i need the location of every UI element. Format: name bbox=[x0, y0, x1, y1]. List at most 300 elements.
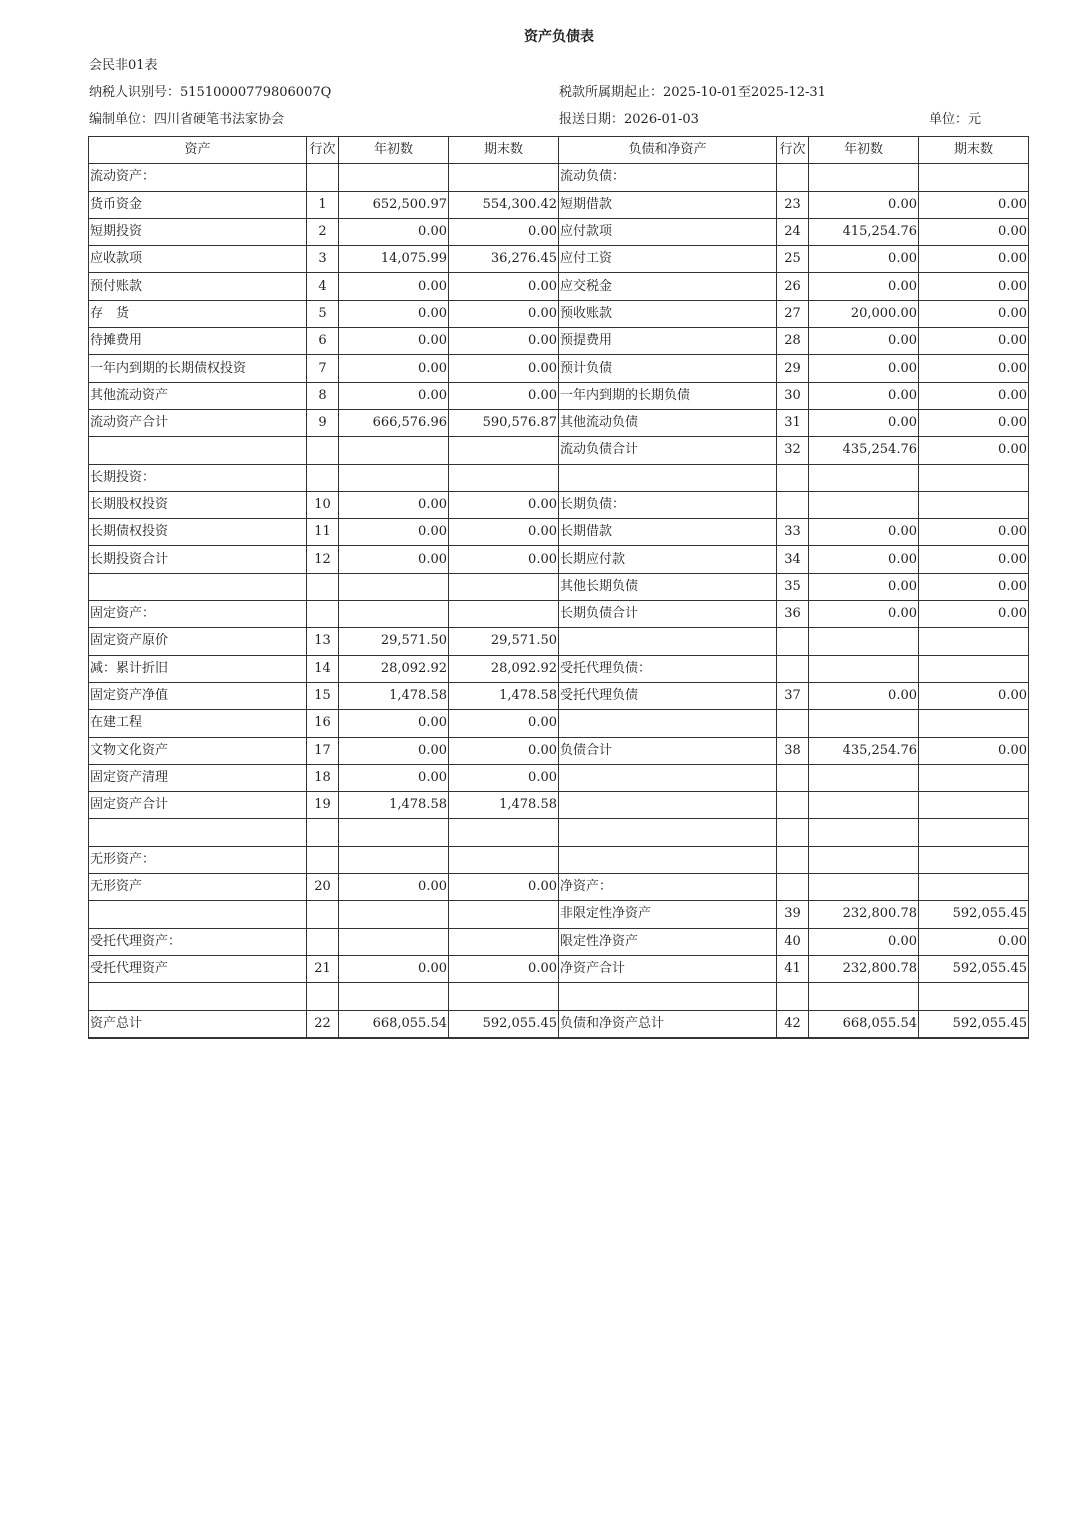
asset-ending bbox=[449, 464, 559, 491]
table-row bbox=[89, 819, 1029, 846]
preparing-organization: 编制单位：四川省硬笔书法家协会 bbox=[89, 112, 285, 127]
asset-beginning bbox=[339, 819, 449, 846]
liability-line-no: 42 bbox=[777, 1010, 809, 1038]
liability-line-no: 36 bbox=[777, 601, 809, 628]
asset-name: 固定资产清理 bbox=[89, 764, 307, 791]
asset-ending: 554,300.42 bbox=[449, 191, 559, 218]
liability-name: 非限定性净资产 bbox=[559, 901, 777, 928]
liability-ending bbox=[919, 874, 1029, 901]
asset-ending: 1,478.58 bbox=[449, 792, 559, 819]
asset-line-no bbox=[307, 464, 339, 491]
liability-beginning: 435,254.76 bbox=[809, 737, 919, 764]
asset-name bbox=[89, 983, 307, 1010]
liability-beginning: 0.00 bbox=[809, 328, 919, 355]
liability-name: 受托代理负债： bbox=[559, 655, 777, 682]
asset-name: 其他流动资产 bbox=[89, 382, 307, 409]
table-row bbox=[89, 874, 1029, 901]
liability-ending: 0.00 bbox=[919, 519, 1029, 546]
asset-name: 长期投资合计 bbox=[89, 546, 307, 573]
liability-name: 应交税金 bbox=[559, 273, 777, 300]
liability-beginning bbox=[809, 491, 919, 518]
asset-name: 固定资产合计 bbox=[89, 792, 307, 819]
currency-unit: 单位：元 bbox=[929, 112, 982, 127]
asset-beginning bbox=[339, 928, 449, 955]
liability-ending: 0.00 bbox=[919, 218, 1029, 245]
table-row bbox=[89, 246, 1029, 273]
liability-beginning: 20,000.00 bbox=[809, 300, 919, 327]
asset-line-no: 10 bbox=[307, 491, 339, 518]
liability-ending bbox=[919, 628, 1029, 655]
liability-beginning bbox=[809, 846, 919, 873]
asset-ending: 0.00 bbox=[449, 519, 559, 546]
table-row bbox=[89, 409, 1029, 436]
liability-ending: 0.00 bbox=[919, 682, 1029, 709]
asset-line-no bbox=[307, 164, 339, 191]
asset-ending: 592,055.45 bbox=[449, 1010, 559, 1038]
table-row bbox=[89, 955, 1029, 982]
liability-beginning bbox=[809, 464, 919, 491]
asset-name: 一年内到期的长期债权投资 bbox=[89, 355, 307, 382]
liability-ending: 0.00 bbox=[919, 300, 1029, 327]
liability-beginning bbox=[809, 819, 919, 846]
table-row bbox=[89, 218, 1029, 245]
asset-line-no: 15 bbox=[307, 682, 339, 709]
liability-beginning: 0.00 bbox=[809, 382, 919, 409]
asset-line-no: 13 bbox=[307, 628, 339, 655]
asset-line-no: 20 bbox=[307, 874, 339, 901]
liability-name: 其他流动负债 bbox=[559, 409, 777, 436]
asset-line-no: 8 bbox=[307, 382, 339, 409]
table-row bbox=[89, 328, 1029, 355]
taxpayer-id: 纳税人识别号：51510000779806007Q bbox=[89, 85, 332, 100]
header-liabilities-net-assets: 负债和净资产 bbox=[559, 137, 777, 164]
asset-beginning bbox=[339, 601, 449, 628]
asset-beginning: 0.00 bbox=[339, 546, 449, 573]
liability-line-no bbox=[777, 983, 809, 1010]
table-row bbox=[89, 519, 1029, 546]
asset-ending: 0.00 bbox=[449, 874, 559, 901]
liability-ending: 0.00 bbox=[919, 191, 1029, 218]
liability-beginning bbox=[809, 164, 919, 191]
table-body bbox=[89, 164, 1029, 1038]
liability-line-no bbox=[777, 655, 809, 682]
liability-beginning: 668,055.54 bbox=[809, 1010, 919, 1038]
liability-beginning: 0.00 bbox=[809, 273, 919, 300]
asset-ending: 0.00 bbox=[449, 328, 559, 355]
asset-name: 在建工程 bbox=[89, 710, 307, 737]
asset-name: 预付账款 bbox=[89, 273, 307, 300]
asset-beginning: 0.00 bbox=[339, 382, 449, 409]
liability-line-no: 34 bbox=[777, 546, 809, 573]
asset-beginning: 652,500.97 bbox=[339, 191, 449, 218]
liability-name: 预计负债 bbox=[559, 355, 777, 382]
liability-ending: 592,055.45 bbox=[919, 901, 1029, 928]
liability-beginning: 232,800.78 bbox=[809, 955, 919, 982]
table-row bbox=[89, 491, 1029, 518]
asset-name: 无形资产： bbox=[89, 846, 307, 873]
liability-beginning: 0.00 bbox=[809, 191, 919, 218]
asset-beginning: 0.00 bbox=[339, 218, 449, 245]
asset-name bbox=[89, 901, 307, 928]
table-row bbox=[89, 382, 1029, 409]
liability-name bbox=[559, 846, 777, 873]
asset-line-no: 9 bbox=[307, 409, 339, 436]
liability-name bbox=[559, 819, 777, 846]
liability-ending: 0.00 bbox=[919, 573, 1029, 600]
asset-line-no: 16 bbox=[307, 710, 339, 737]
liability-line-no: 27 bbox=[777, 300, 809, 327]
asset-name: 存 货 bbox=[89, 300, 307, 327]
liability-ending: 592,055.45 bbox=[919, 955, 1029, 982]
liability-ending bbox=[919, 764, 1029, 791]
liability-line-no bbox=[777, 710, 809, 737]
header-line-no: 行次 bbox=[777, 137, 809, 164]
header-beginning-balance: 年初数 bbox=[339, 137, 449, 164]
asset-line-no: 18 bbox=[307, 764, 339, 791]
asset-beginning: 14,075.99 bbox=[339, 246, 449, 273]
asset-line-no bbox=[307, 437, 339, 464]
table-row bbox=[89, 1010, 1029, 1038]
asset-beginning bbox=[339, 573, 449, 600]
liability-ending bbox=[919, 819, 1029, 846]
asset-line-no: 7 bbox=[307, 355, 339, 382]
liability-ending bbox=[919, 983, 1029, 1010]
asset-line-no: 12 bbox=[307, 546, 339, 573]
header-line-no: 行次 bbox=[307, 137, 339, 164]
table-row bbox=[89, 464, 1029, 491]
asset-beginning: 0.00 bbox=[339, 328, 449, 355]
liability-ending: 0.00 bbox=[919, 546, 1029, 573]
asset-name: 长期债权投资 bbox=[89, 519, 307, 546]
liability-line-no bbox=[777, 846, 809, 873]
liability-name bbox=[559, 464, 777, 491]
liability-beginning: 0.00 bbox=[809, 409, 919, 436]
liability-line-no bbox=[777, 164, 809, 191]
asset-beginning bbox=[339, 983, 449, 1010]
table-row bbox=[89, 573, 1029, 600]
liability-line-no: 26 bbox=[777, 273, 809, 300]
asset-ending bbox=[449, 819, 559, 846]
asset-line-no: 11 bbox=[307, 519, 339, 546]
asset-ending: 590,576.87 bbox=[449, 409, 559, 436]
asset-line-no: 17 bbox=[307, 737, 339, 764]
table-row bbox=[89, 983, 1029, 1010]
asset-line-no bbox=[307, 901, 339, 928]
liability-line-no: 33 bbox=[777, 519, 809, 546]
liability-ending bbox=[919, 792, 1029, 819]
asset-beginning bbox=[339, 464, 449, 491]
liability-ending bbox=[919, 491, 1029, 518]
tax-period: 税款所属期起止：2025-10-01至2025-12-31 bbox=[559, 85, 826, 100]
liability-line-no: 30 bbox=[777, 382, 809, 409]
liability-ending: 592,055.45 bbox=[919, 1010, 1029, 1038]
liability-line-no: 40 bbox=[777, 928, 809, 955]
table-row bbox=[89, 792, 1029, 819]
table-row bbox=[89, 846, 1029, 873]
asset-line-no bbox=[307, 819, 339, 846]
asset-name: 固定资产： bbox=[89, 601, 307, 628]
liability-line-no: 39 bbox=[777, 901, 809, 928]
asset-line-no bbox=[307, 928, 339, 955]
asset-name: 受托代理资产 bbox=[89, 955, 307, 982]
asset-name: 固定资产净值 bbox=[89, 682, 307, 709]
balance-sheet-table bbox=[88, 136, 1029, 1039]
liability-name: 一年内到期的长期负债 bbox=[559, 382, 777, 409]
report-date: 报送日期：2026-01-03 bbox=[559, 112, 699, 127]
liability-ending: 0.00 bbox=[919, 437, 1029, 464]
liability-beginning bbox=[809, 764, 919, 791]
table-row bbox=[89, 655, 1029, 682]
asset-ending bbox=[449, 901, 559, 928]
asset-name: 无形资产 bbox=[89, 874, 307, 901]
asset-ending: 0.00 bbox=[449, 764, 559, 791]
liability-beginning bbox=[809, 628, 919, 655]
asset-ending bbox=[449, 846, 559, 873]
liability-ending: 0.00 bbox=[919, 328, 1029, 355]
form-code: 会民非01表 bbox=[89, 58, 158, 73]
asset-beginning bbox=[339, 437, 449, 464]
asset-beginning: 0.00 bbox=[339, 737, 449, 764]
asset-line-no: 5 bbox=[307, 300, 339, 327]
table-row bbox=[89, 737, 1029, 764]
asset-name: 货币资金 bbox=[89, 191, 307, 218]
liability-name bbox=[559, 710, 777, 737]
liability-ending: 0.00 bbox=[919, 409, 1029, 436]
liability-name: 负债合计 bbox=[559, 737, 777, 764]
asset-beginning bbox=[339, 164, 449, 191]
asset-line-no: 6 bbox=[307, 328, 339, 355]
asset-line-no: 2 bbox=[307, 218, 339, 245]
asset-beginning: 666,576.96 bbox=[339, 409, 449, 436]
liability-beginning: 0.00 bbox=[809, 601, 919, 628]
asset-ending bbox=[449, 573, 559, 600]
liability-line-no bbox=[777, 792, 809, 819]
asset-name: 长期投资： bbox=[89, 464, 307, 491]
table-header-row bbox=[89, 137, 1029, 164]
asset-beginning: 29,571.50 bbox=[339, 628, 449, 655]
asset-line-no: 21 bbox=[307, 955, 339, 982]
liability-name: 长期应付款 bbox=[559, 546, 777, 573]
asset-name: 应收款项 bbox=[89, 246, 307, 273]
liability-line-no bbox=[777, 874, 809, 901]
liability-ending: 0.00 bbox=[919, 737, 1029, 764]
asset-line-no bbox=[307, 601, 339, 628]
liability-ending: 0.00 bbox=[919, 246, 1029, 273]
asset-ending: 0.00 bbox=[449, 737, 559, 764]
asset-ending: 0.00 bbox=[449, 355, 559, 382]
asset-name: 文物文化资产 bbox=[89, 737, 307, 764]
liability-ending bbox=[919, 464, 1029, 491]
liability-ending: 0.00 bbox=[919, 928, 1029, 955]
liability-name: 长期借款 bbox=[559, 519, 777, 546]
asset-name: 长期股权投资 bbox=[89, 491, 307, 518]
liability-beginning: 435,254.76 bbox=[809, 437, 919, 464]
asset-beginning: 1,478.58 bbox=[339, 792, 449, 819]
asset-name: 短期投资 bbox=[89, 218, 307, 245]
liability-name: 限定性净资产 bbox=[559, 928, 777, 955]
liability-beginning bbox=[809, 874, 919, 901]
liability-name: 负债和净资产总计 bbox=[559, 1010, 777, 1038]
liability-beginning: 0.00 bbox=[809, 246, 919, 273]
table-row bbox=[89, 300, 1029, 327]
asset-line-no: 4 bbox=[307, 273, 339, 300]
table-row bbox=[89, 901, 1029, 928]
asset-beginning: 0.00 bbox=[339, 710, 449, 737]
asset-line-no: 19 bbox=[307, 792, 339, 819]
asset-name: 固定资产原价 bbox=[89, 628, 307, 655]
asset-ending bbox=[449, 928, 559, 955]
liability-line-no: 23 bbox=[777, 191, 809, 218]
asset-beginning: 668,055.54 bbox=[339, 1010, 449, 1038]
liability-beginning: 0.00 bbox=[809, 546, 919, 573]
liability-beginning: 232,800.78 bbox=[809, 901, 919, 928]
asset-beginning: 0.00 bbox=[339, 955, 449, 982]
liability-name: 预收账款 bbox=[559, 300, 777, 327]
liability-name: 短期借款 bbox=[559, 191, 777, 218]
liability-line-no: 29 bbox=[777, 355, 809, 382]
asset-ending: 28,092.92 bbox=[449, 655, 559, 682]
asset-ending: 0.00 bbox=[449, 382, 559, 409]
asset-line-no bbox=[307, 573, 339, 600]
liability-beginning: 0.00 bbox=[809, 682, 919, 709]
liability-line-no: 31 bbox=[777, 409, 809, 436]
asset-name bbox=[89, 437, 307, 464]
liability-name: 净资产合计 bbox=[559, 955, 777, 982]
header-assets: 资产 bbox=[89, 137, 307, 164]
liability-ending bbox=[919, 710, 1029, 737]
liability-line-no bbox=[777, 464, 809, 491]
liability-line-no: 37 bbox=[777, 682, 809, 709]
asset-ending bbox=[449, 437, 559, 464]
asset-name: 流动资产合计 bbox=[89, 409, 307, 436]
asset-name: 资产总计 bbox=[89, 1010, 307, 1038]
liability-name: 长期负债合计 bbox=[559, 601, 777, 628]
table-row bbox=[89, 164, 1029, 191]
liability-line-no: 35 bbox=[777, 573, 809, 600]
table-row bbox=[89, 355, 1029, 382]
header-ending-balance: 期末数 bbox=[449, 137, 559, 164]
liability-ending: 0.00 bbox=[919, 273, 1029, 300]
asset-name: 受托代理资产： bbox=[89, 928, 307, 955]
asset-line-no: 22 bbox=[307, 1010, 339, 1038]
liability-beginning bbox=[809, 710, 919, 737]
liability-beginning: 415,254.76 bbox=[809, 218, 919, 245]
asset-name: 流动资产： bbox=[89, 164, 307, 191]
table-row bbox=[89, 437, 1029, 464]
liability-name: 净资产： bbox=[559, 874, 777, 901]
asset-ending bbox=[449, 164, 559, 191]
liability-beginning bbox=[809, 792, 919, 819]
liability-name: 预提费用 bbox=[559, 328, 777, 355]
asset-ending: 0.00 bbox=[449, 300, 559, 327]
liability-name: 受托代理负债 bbox=[559, 682, 777, 709]
asset-name bbox=[89, 573, 307, 600]
liability-beginning: 0.00 bbox=[809, 519, 919, 546]
asset-ending: 1,478.58 bbox=[449, 682, 559, 709]
liability-ending: 0.00 bbox=[919, 601, 1029, 628]
asset-beginning bbox=[339, 846, 449, 873]
asset-line-no: 14 bbox=[307, 655, 339, 682]
liability-line-no bbox=[777, 764, 809, 791]
liability-line-no: 28 bbox=[777, 328, 809, 355]
asset-beginning: 0.00 bbox=[339, 874, 449, 901]
asset-beginning: 0.00 bbox=[339, 491, 449, 518]
asset-ending: 0.00 bbox=[449, 955, 559, 982]
liability-ending bbox=[919, 846, 1029, 873]
asset-ending: 29,571.50 bbox=[449, 628, 559, 655]
asset-ending bbox=[449, 983, 559, 1010]
table-row bbox=[89, 764, 1029, 791]
liability-beginning: 0.00 bbox=[809, 928, 919, 955]
table-row bbox=[89, 273, 1029, 300]
asset-line-no bbox=[307, 846, 339, 873]
asset-ending: 0.00 bbox=[449, 218, 559, 245]
liability-line-no: 32 bbox=[777, 437, 809, 464]
asset-ending bbox=[449, 601, 559, 628]
header-ending-balance: 期末数 bbox=[919, 137, 1029, 164]
asset-ending: 36,276.45 bbox=[449, 246, 559, 273]
asset-line-no: 3 bbox=[307, 246, 339, 273]
liability-line-no bbox=[777, 819, 809, 846]
asset-name bbox=[89, 819, 307, 846]
liability-name: 其他长期负债 bbox=[559, 573, 777, 600]
liability-name bbox=[559, 792, 777, 819]
liability-name bbox=[559, 764, 777, 791]
liability-name: 流动负债合计 bbox=[559, 437, 777, 464]
liability-name bbox=[559, 983, 777, 1010]
asset-beginning: 0.00 bbox=[339, 273, 449, 300]
liability-line-no: 41 bbox=[777, 955, 809, 982]
liability-line-no bbox=[777, 491, 809, 518]
asset-line-no: 1 bbox=[307, 191, 339, 218]
table-row bbox=[89, 191, 1029, 218]
asset-ending: 0.00 bbox=[449, 491, 559, 518]
header-beginning-balance: 年初数 bbox=[809, 137, 919, 164]
liability-line-no: 24 bbox=[777, 218, 809, 245]
asset-beginning: 0.00 bbox=[339, 300, 449, 327]
liability-ending bbox=[919, 655, 1029, 682]
asset-name: 减：累计折旧 bbox=[89, 655, 307, 682]
asset-beginning: 0.00 bbox=[339, 519, 449, 546]
table-row bbox=[89, 601, 1029, 628]
table-row bbox=[89, 928, 1029, 955]
liability-beginning: 0.00 bbox=[809, 355, 919, 382]
asset-beginning: 1,478.58 bbox=[339, 682, 449, 709]
liability-name: 应付工资 bbox=[559, 246, 777, 273]
liability-beginning bbox=[809, 655, 919, 682]
asset-ending: 0.00 bbox=[449, 710, 559, 737]
liability-ending bbox=[919, 164, 1029, 191]
asset-ending: 0.00 bbox=[449, 546, 559, 573]
asset-beginning: 0.00 bbox=[339, 764, 449, 791]
table-row bbox=[89, 546, 1029, 573]
table-row bbox=[89, 682, 1029, 709]
liability-ending: 0.00 bbox=[919, 382, 1029, 409]
asset-name: 待摊费用 bbox=[89, 328, 307, 355]
asset-beginning bbox=[339, 901, 449, 928]
table-row bbox=[89, 628, 1029, 655]
asset-beginning: 28,092.92 bbox=[339, 655, 449, 682]
liability-name: 长期负债： bbox=[559, 491, 777, 518]
liability-name: 流动负债： bbox=[559, 164, 777, 191]
table-row bbox=[89, 710, 1029, 737]
liability-line-no: 25 bbox=[777, 246, 809, 273]
asset-beginning: 0.00 bbox=[339, 355, 449, 382]
liability-line-no bbox=[777, 628, 809, 655]
asset-ending: 0.00 bbox=[449, 273, 559, 300]
liability-line-no: 38 bbox=[777, 737, 809, 764]
liability-ending: 0.00 bbox=[919, 355, 1029, 382]
